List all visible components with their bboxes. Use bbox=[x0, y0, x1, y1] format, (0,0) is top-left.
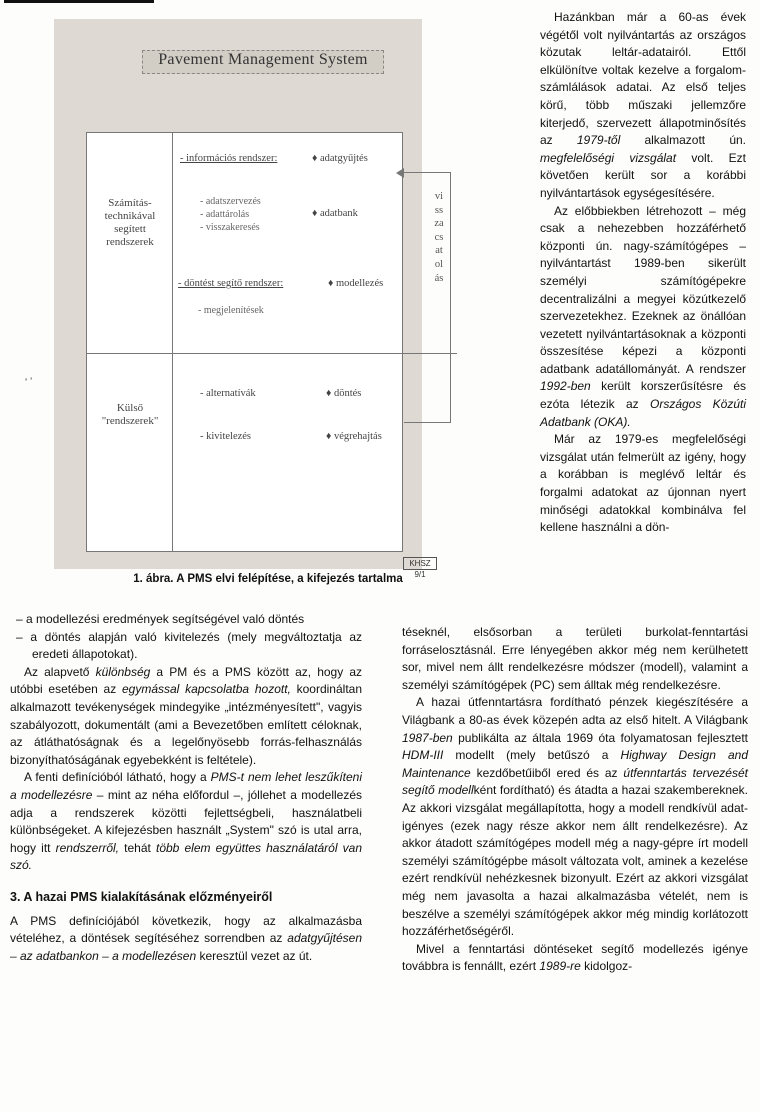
figure-group-divider bbox=[87, 353, 457, 354]
figure-info-sub-1: - adatszervezés bbox=[200, 196, 261, 207]
bottom-right-column bbox=[402, 624, 748, 976]
figure-title: Pavement Management System bbox=[142, 50, 384, 74]
figure-frame bbox=[86, 132, 403, 552]
figure-decision-action: ♦ modellezés bbox=[328, 278, 384, 289]
top-rule bbox=[4, 0, 154, 3]
figure-reference-box: KHSZ 9/1 bbox=[403, 557, 437, 570]
figure-decision-system: - döntést segítő rendszer: bbox=[178, 278, 284, 289]
section-heading: 3. A hazai PMS kialakításának előzményeiről bbox=[10, 889, 273, 904]
feedback-arrow-top bbox=[398, 172, 450, 173]
right-paragraph-3: Már az 1979-es megfelelőségi vizsgálat után felmerült az igény, hogy a korábban is meglévő leltár és forgalmi adatokat az újonnan nyert minőségi adatokkal kombinálva fel kellene használni a dön- bbox=[540, 432, 746, 535]
figure-decision-sub: - megjelenítések bbox=[198, 305, 264, 316]
figure-adatbank: ♦ adatbank bbox=[312, 208, 358, 219]
left-paragraph-3: A PMS definíciójából következik, hogy az alkalmazásba vételéhez, a döntések segítéséhez sorrendben az adatgyűjtésen – az adatbankon – a modellezésen keresztül vezet az út. bbox=[10, 913, 362, 963]
right-column bbox=[540, 9, 746, 537]
left-column bbox=[10, 611, 362, 965]
paragraph-3-continued: téseknél, elsősorban a területi burkolat-fenntartási forráselosztásnál. Erre lényegében akkor még nem kerülhetett sor, mivel nem állt rendelkezésre módszer (modell), valamint a személyi számítógépek (PC) sem álltak még rendelkezésre. bbox=[402, 625, 748, 692]
figure-alternatives: - alternatívák bbox=[200, 388, 256, 399]
figure-column-divider bbox=[172, 133, 173, 551]
list-item-2: – a döntés alapján való kivitelezés (mely megváltoztatja az eredeti állapotokat). bbox=[16, 629, 362, 662]
figure-group-label-external: Külső "rendszerek" bbox=[101, 402, 159, 427]
figure-group-label-computer: Számítás-technikával segített rendszerek bbox=[104, 197, 156, 248]
figure-info-sub-3: - visszakeresés bbox=[200, 222, 260, 233]
figure-info-sub-2: - adattárolás bbox=[200, 209, 250, 220]
right-paragraph-1: Hazánkban már a 60-as évek végétől volt nyilvántartás az országos közutak leltár-adatairól. Ettől elkülönítve voltak kezelve a forgalom-számlálások adatai. Az első teljes körű, több műszaki jellemzőre kiterjedő, szervezett állapotminősítés az 1979-től alkalmazott ún. megfelelőségi vizsgálat volt. Ezt követően került sor a korábbi nyilvántartások egységesítésére. bbox=[540, 10, 746, 200]
feedback-arrow-right bbox=[450, 172, 451, 422]
figure-caption: 1. ábra. A PMS elvi felépítése, a kifejezés tartalma bbox=[133, 573, 403, 585]
list-item-1: – a modellezési eredmények segítségével való döntés bbox=[16, 612, 305, 626]
right-paragraph-2: Az előbbiekben létrehozott – még csak a nehezebben hozzáférhető központi ún. nagy-számítógépes – nyilvántartást 1989-ben sikerült személyi számítógépekre decentralizálni a megyei közútkezelő szervezetekhez. Ezeknek az önállóan vezetett nyilvántartásoknak a központi összesítése képezi a központi adatbank adatállományát. A rendszer 1992-ben került korszerűsítésre és ezóta létezik az Országos Közúti Adatbank (OKA). bbox=[540, 203, 746, 429]
figure-execution: - kivitelezés bbox=[200, 431, 252, 442]
figure-info-action: ♦ adatgyűjtés bbox=[312, 153, 368, 164]
left-paragraph-2: A fenti definícióból látható, hogy a PMS-t nem lehet leszűkíteni a modellezésre – mint az néha előfordul –, jóllehet a modellezés adja a rendszerek közötti fejlettségbeli, használatbeli különbségeket. A kifejezésben használt „System" szó is utal arra, hogy itt rendszerről, tehát több elem együttes használatáról van szó. bbox=[10, 770, 363, 873]
feedback-arrow-head-icon bbox=[396, 168, 404, 178]
figure-alternatives-action: ♦ döntés bbox=[326, 388, 362, 399]
stray-mark: ‘ ʼ bbox=[25, 377, 33, 388]
paragraph-4: A hazai útfenntartásra fordítható pénzek kiegészítésére a Világbank a 80-as évek közepén adta az első hitelt. A Világbank 1987-ben publikálta az általa 1969 óta folyamatosan fejlesztett HDM-III modellt (mely betűszó a Highway Design and Maintenance kezdőbetűiből ered és az útfenntartás tervezését segítő modellként fordítható) és átadta a hazai szakembereknek. Az akkori vizsgálat megállapította, hogy a modell rendkívül adat-igényes (ezek nagy része akkor nem állt rendelkezésre). Az akkor átadott számítógépes modell még a nagy-gépre írt modell személyi számítógépbe másolt változata volt, aminek a kezelése ezért rendkívül nehézkesnek bizonyult. Ezért az akkori vizsgálat még nem javasolta a hazai alkalmazásba vételét, nem is beszélve a személyi számítógépek akkor még mindig korlátozott hozzáférhetőségéről. bbox=[402, 695, 749, 939]
paragraph-5: Mivel a fenntartási döntéseket segítő modellezés igénye továbbra is fennállt, ezért 1989-re kidolgoz- bbox=[402, 941, 748, 974]
figure-feedback-label: visszacsatolás bbox=[434, 191, 444, 284]
feedback-arrow-bottom bbox=[404, 422, 451, 423]
figure-execution-action: ♦ végrehajtás bbox=[326, 431, 382, 442]
left-paragraph-1: Az alapvető különbség a PM és a PMS között az, hogy az utóbbi esetében az egymással kapcsolatba hozott, koordináltan alkalmazott tevékenységek mindegyike „intézményesített", vagyis szabályozott, dokumentált (ami a Bevezetőben említett céloknak, az átláthatóságnak és a legelőnyösebb forrás-felhasználás bizonyíthatóságának egyebekként is feltétele). bbox=[10, 664, 363, 767]
figure-info-system: - információs rendszer: bbox=[180, 153, 278, 164]
